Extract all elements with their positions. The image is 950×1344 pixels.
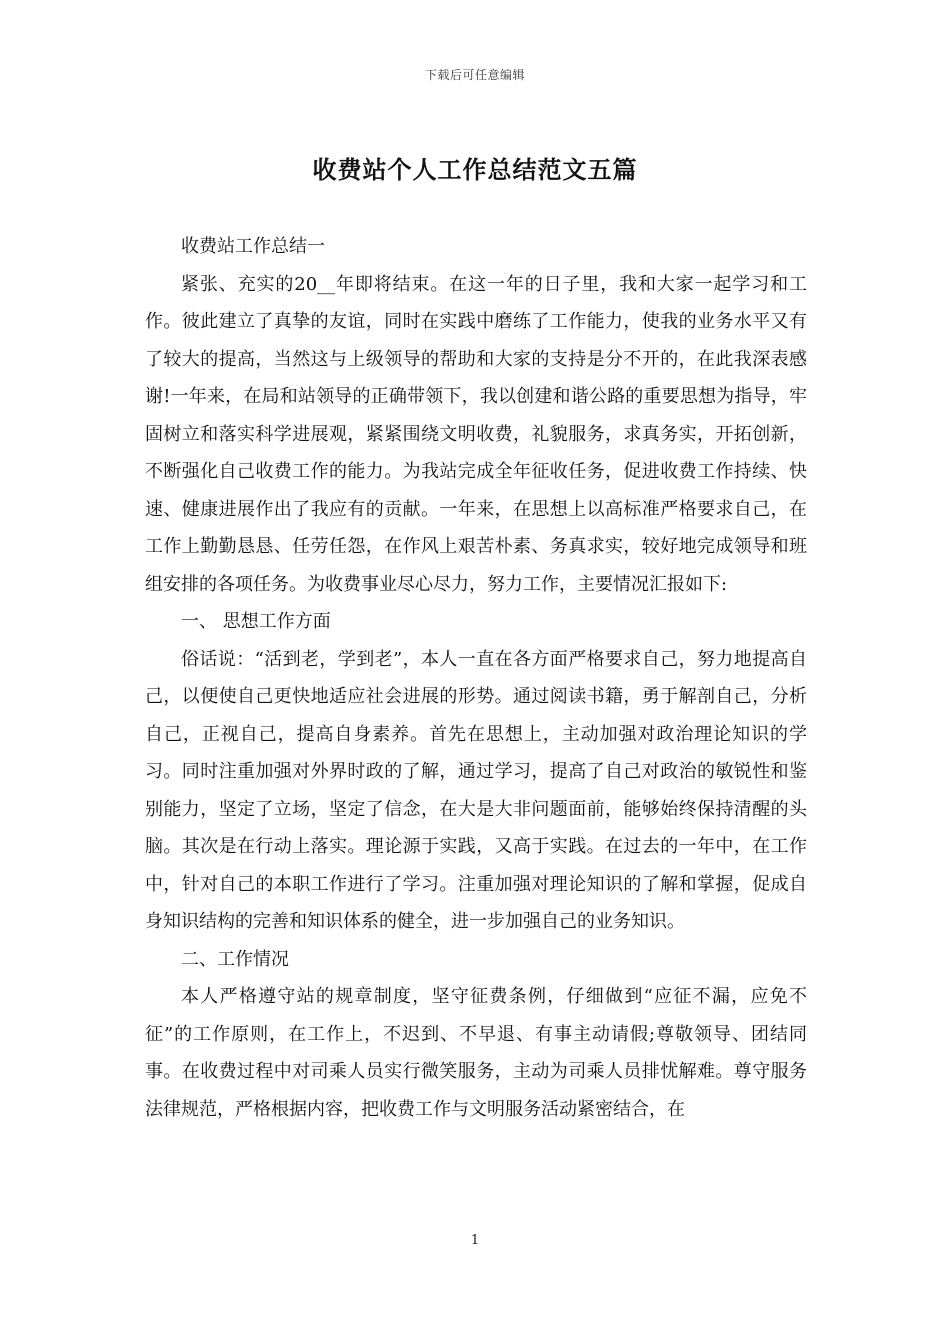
header-note: 下载后可任意编辑 bbox=[424, 68, 525, 82]
section-heading-work-situation: 二、工作情况 bbox=[181, 948, 289, 970]
section-heading-summary-one: 收费站工作总结一 bbox=[181, 236, 325, 257]
paragraph-work-situation: 本人严格遵守站的规章制度，坚守征费条例，仔细做到“应征不漏，应免不征”的工作原则，在工作上，不迟到、不早退、有事主动请假;尊敬领导、团结同事。在收费过程中对司乘人员实行微笑服务，主动为司乘人员排忧解难。尊守服务法律规范，严格根据内容，把收费工作与文明服务活动紧密结合，在 bbox=[145, 986, 807, 1120]
paragraph-intro: 紧张、充实的20__年即将结束。在这一年的日子里，我和大家一起学习和工作。彼此建立了真挚的友谊，同时在实践中磨练了工作能力，使我的业务水平又有了较大的提高，当然这与上级领导的帮助和大家的支持是分不开的，在此我深表感谢!一年来，在局和站领导的正确带领下，我以创建和谐公路的重要思想为指导，牢固树立和落实科学进展观，紧紧围绕文明收费，礼貌服务，求真务实，开拓创新，不断强化自己收费工作的能力。为我站完成全年征收任务，促进收费工作持续、快速、健康进展作出了我应有的贡献。一年来，在思想上以高标准严格要求自己，在工作上勤勤恳恳、任劳任怨，在作风上艰苦朴素、务真求实，较好地完成领导和班组安排的各项任务。为收费事业尽心尽力，努力工作，主要情况汇报如下: bbox=[145, 273, 807, 595]
page-number: 1 bbox=[470, 1233, 480, 1248]
document-title: 收费站个人工作总结范文五篇 bbox=[312, 155, 638, 184]
section-heading-thought-work: 一、 思想工作方面 bbox=[181, 611, 331, 632]
paragraph-thought-work: 俗话说：“活到老，学到老”，本人一直在各方面严格要求自己，努力地提高自己，以便使自己更快地适应社会进展的形势。通过阅读书籍，勇于解剖自己，分析自己，正视自己，提高自身素养。首先在思想上，主动加强对政治理论知识的学习。同时注重加强对外界时政的了解，通过学习，提高了自己对政治的敏锐性和鉴别能力，坚定了立场，坚定了信念，在大是大非问题面前，能够始终保持清醒的头脑。其次是在行动上落实。理论源于实践，又高于实践。在过去的一年中，在工作中，针对自己的本职工作进行了学习。注重加强对理论知识的了解和掌握，促成自身知识结构的完善和知识体系的健全，进一步加强自己的业务知识。 bbox=[145, 648, 807, 932]
document-body bbox=[145, 228, 807, 1128]
